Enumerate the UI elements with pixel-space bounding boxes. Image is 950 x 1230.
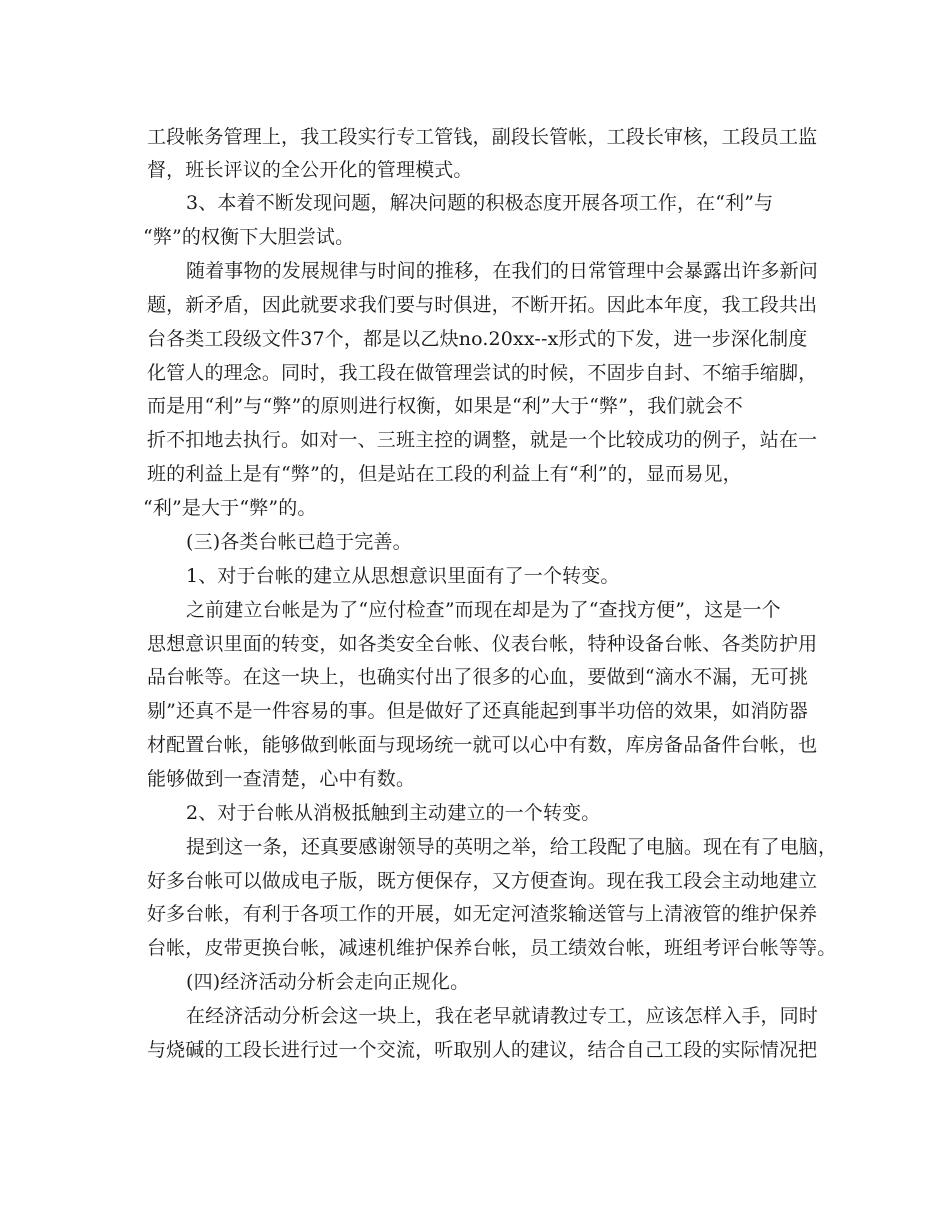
section-heading: (四)经济活动分析会走向正规化。 [186,971,470,993]
text-line: 班的利益上是有“弊”的，但是站在工段的利益上有“利”的，显而易见， [147,463,742,485]
text-line: 之前建立台帐是为了“应付检查”而现在却是为了“查找方便”，这是一个 [186,599,781,621]
text-line: 台各类工段级文件37个，都是以乙炔no.20xx--x形式的下发，进一步深化制度 [147,328,808,350]
text-line: 题，新矛盾，因此就要求我们要与时俱进，不断开拓。因此本年度，我工段共出 [147,294,818,316]
text-line: 而是用“利”与“弊”的原则进行权衡，如果是“利”大于“弊”，我们就会不 [147,395,743,417]
text-line: 思想意识里面的转变，如各类安全台帐、仪表台帐，特种设备台帐、各类防护用 [147,633,818,655]
text-line: 督，班长评议的全公开化的管理模式。 [147,159,473,181]
text-line: 提到这一条，还真要感谢领导的英明之举，给工段配了电脑。现在有了电脑， [186,836,838,858]
text-line: 品台帐等。在这一块上，也确实付出了很多的心血，要做到“滴水不漏，无可挑 [147,666,808,688]
text-line: 3、本着不断发现问题，解决问题的积极态度开展各项工作，在“利”与 [186,192,774,214]
text-line: 化管人的理念。同时，我工段在做管理尝试的时候，不固步自封、不缩手缩脚， [147,362,818,384]
text-line: 与烧碱的工段长进行过一个交流，听取别人的建议，结合自己工段的实际情况把 [147,1039,818,1061]
text-line: “利”是大于“弊”的。 [143,497,317,519]
text-line: 随着事物的发展规律与时间的推移，在我们的日常管理中会暴露出许多新问 [186,260,818,282]
text-line: 折不扣地去执行。如对一、三班主控的调整，就是一个比较成功的例子，站在一 [147,429,818,451]
section-heading: (三)各类台帐已趋于完善。 [186,531,412,553]
text-line: 好多台帐可以做成电子版，既方便保存，又方便查询。现在我工段会主动地建立 [147,870,818,892]
text-line: 好多台帐，有利于各项工作的开展，如无定河渣浆输送管与上清液管的维护保养 [147,903,818,925]
text-line: 剔”还真不是一件容易的事。但是做好了还真能起到事半功倍的效果，如消防器 [147,700,808,722]
text-line: 能够做到一查清楚，心中有数。 [147,768,416,790]
text-line: 在经济活动分析会这一块上，我在老早就请教过专工，应该怎样入手，同时 [186,1005,818,1027]
text-line: 材配置台帐，能够做到帐面与现场统一就可以心中有数，库房备品备件台帐，也 [147,734,818,756]
subheading: 2、对于台帐从消极抵触到主动建立的一个转变。 [186,802,601,824]
text-line: 工段帐务管理上，我工段实行专工管钱，副段长管帐，工段长审核，工段员工监 [147,126,818,148]
text-line: 台帐，皮带更换台帐，减速机维护保养台帐，员工绩效台帐，班组考评台帐等等。 [147,937,837,959]
text-line: “弊”的权衡下大胆尝试。 [143,226,355,248]
subheading: 1、对于台帐的建立从思想意识里面有了一个转变。 [186,565,620,587]
